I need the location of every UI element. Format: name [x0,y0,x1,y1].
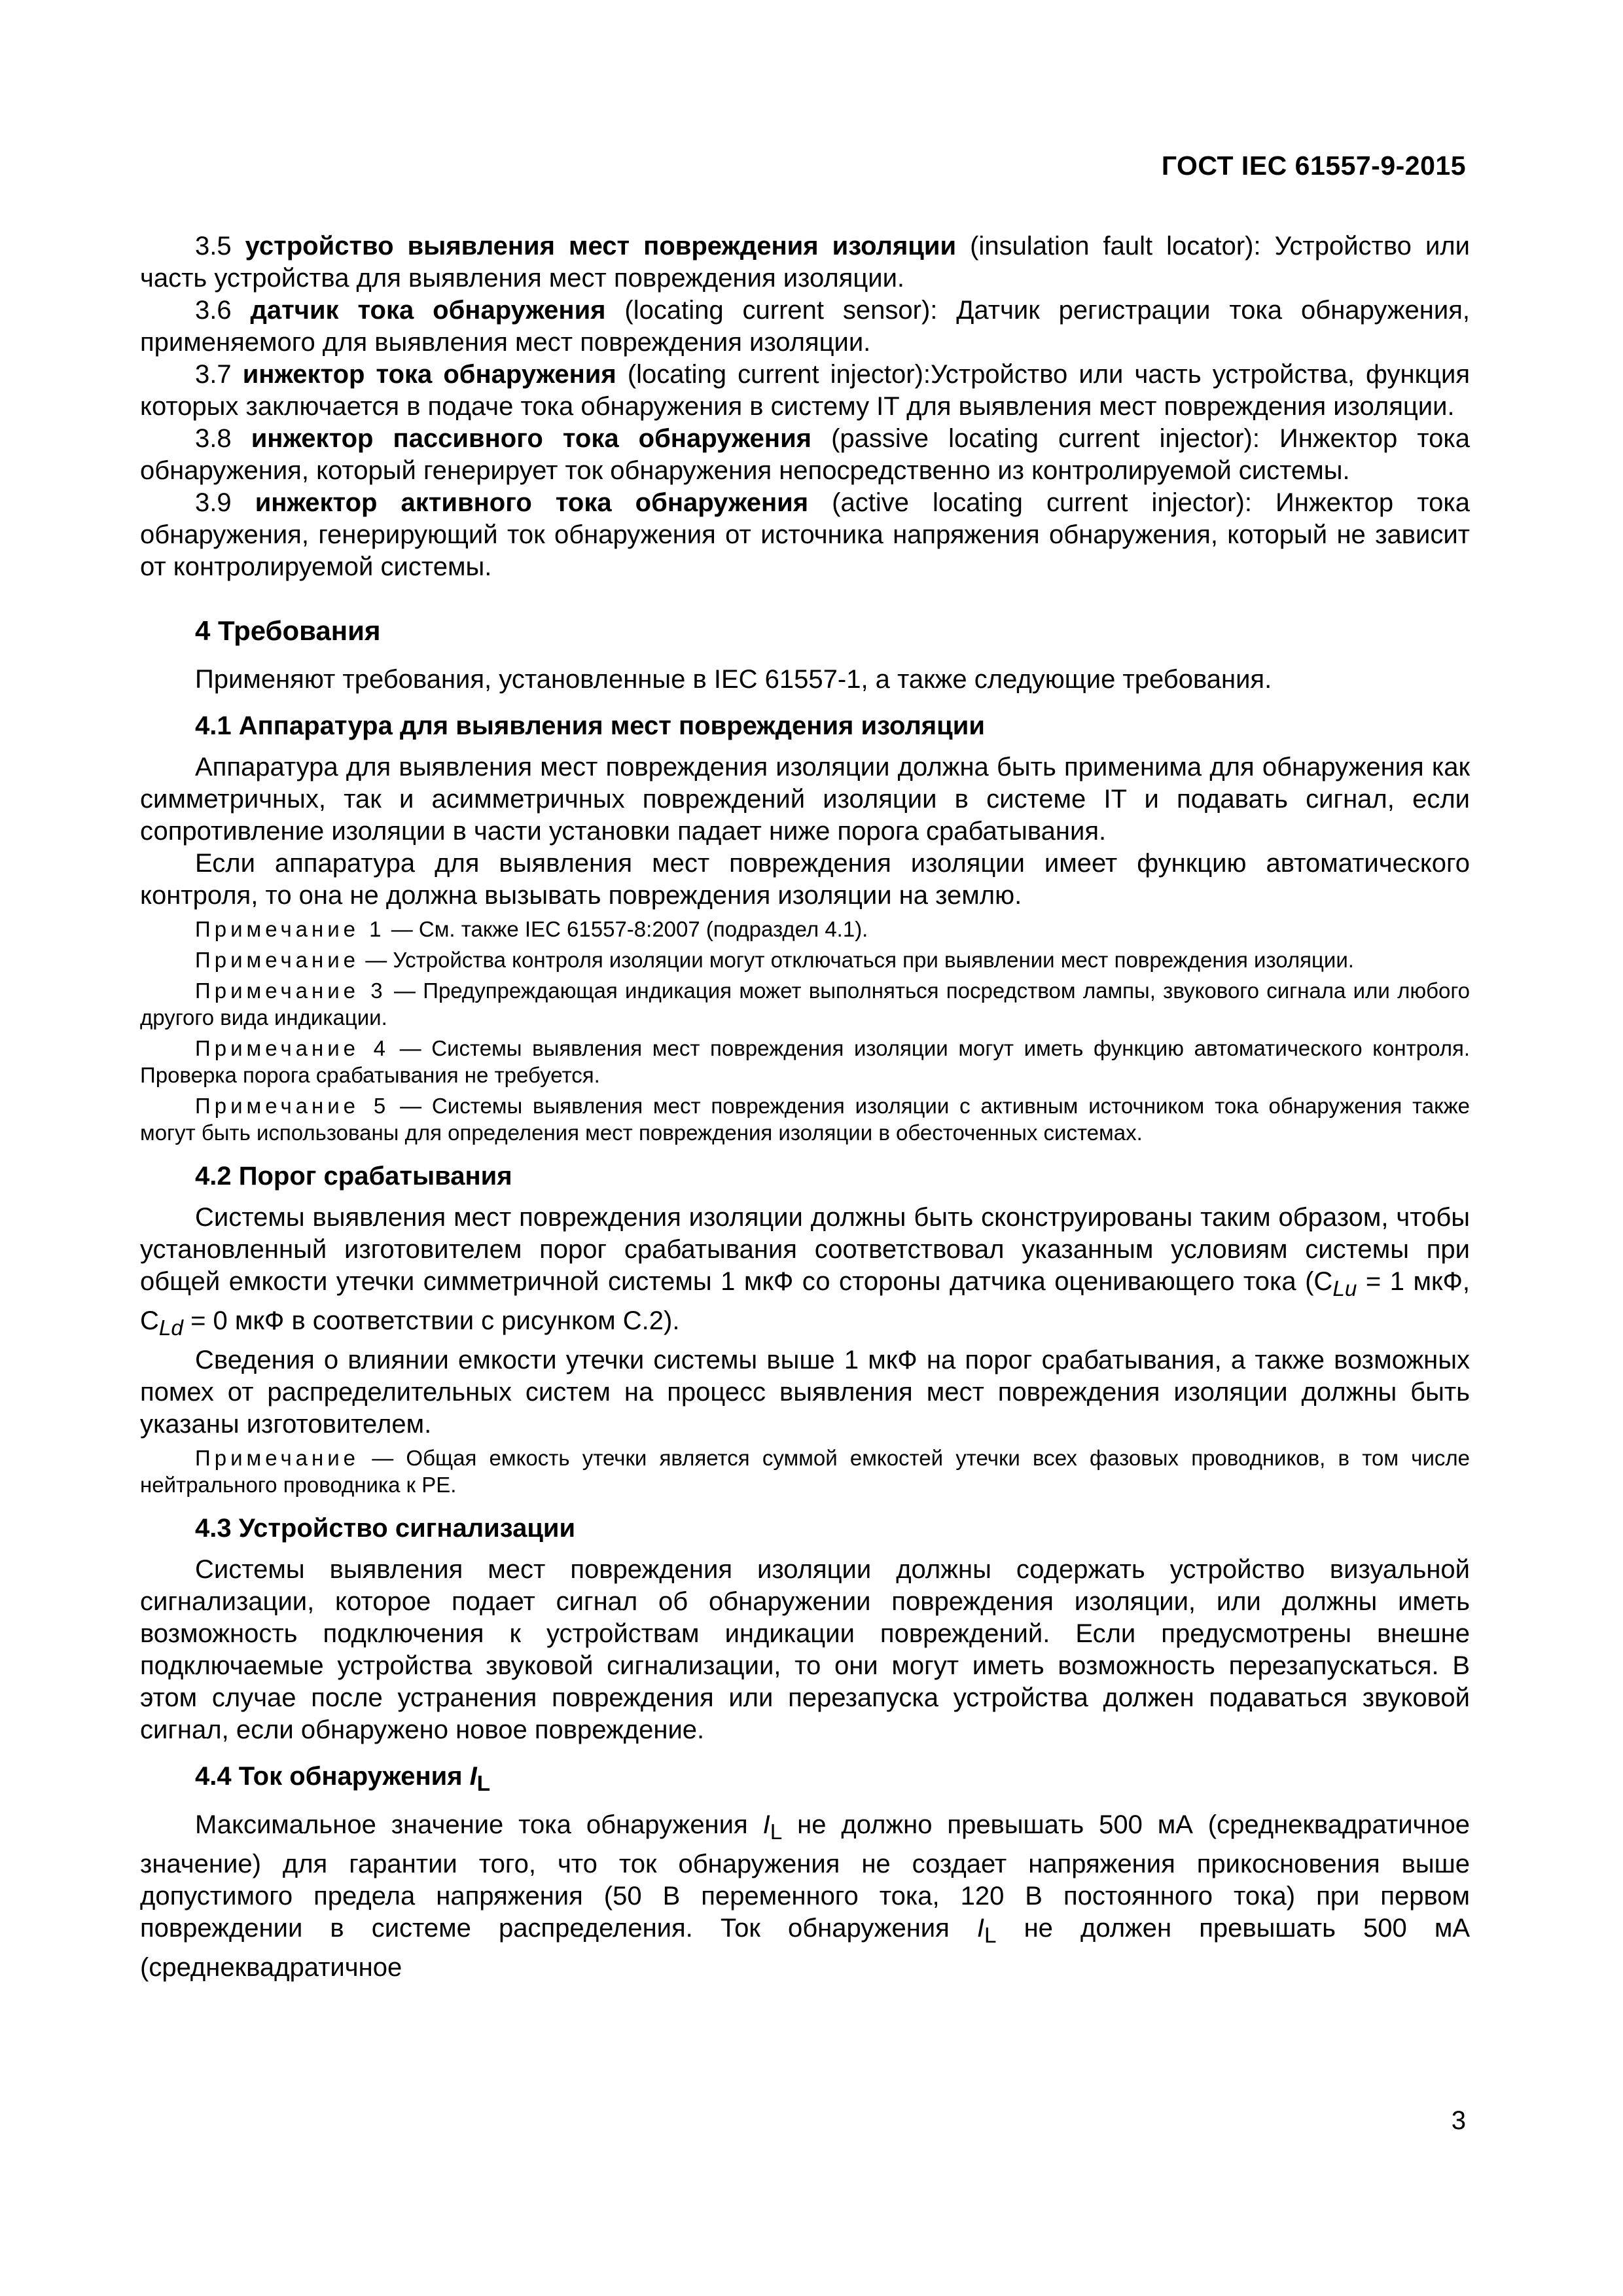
note-label: Примечание 3 [195,978,387,1003]
note-label: Примечание 4 [195,1036,389,1060]
page-number: 3 [1451,2106,1466,2135]
term-number: 3.6 [195,296,232,325]
term-definition: (insulation fault locator): Устройство или часть устройства для выявления мест повреждения изоляции. [140,232,1470,293]
subscript: Ld [158,1316,183,1340]
text-run: не должно превышать 500 мА (среднеквадратичное значение) для гарантии того, что ток обнаружения не создает напряжения прикосновения выше допустимого предела напряжения (50 В переменного тока, 120 В постоянного тока) при первом повреждении в системе распределения. Ток обнаружения [140,1810,1470,1943]
section-4-intro: Применяют требования, установленные в IEC 61557-1, а также следующие требования. [195,665,1272,694]
term-3-9 [140,487,1470,583]
term-definition: (active locating current injector): Инжектор тока обнаружения, генерирующий ток обнаружения от источника напряжения обнаружения, который не зависит от контролируемой системы. [140,488,1470,581]
subsection-4-1-heading: 4.1 Аппаратура для выявления мест повреждения изоляции [195,711,985,740]
heading-text: 4.4 Ток обнаружения [195,1762,470,1791]
note-text: — Общая емкость утечки является суммой емкостей утечки всех фазовых проводников, в том числе нейтрального проводника к PE. [140,1446,1470,1497]
symbol: I [469,1762,477,1791]
page-content [140,230,1470,1984]
term-number: 3.5 [195,232,232,260]
subsection-4-3-heading: 4.3 Устройство сигнализации [195,1514,576,1543]
term-number: 3.9 [195,488,232,517]
text-run: Системы выявления мест повреждения изоляции должны быть сконструированы таким образом, чтобы установленный изготовителем порог срабатывания соответствовал указанным условиям системы при общей емкости утечки симметричной системы 1 мкФ со стороны датчика оценивающего тока (C [140,1203,1470,1296]
term-name: датчик тока обнаружения [250,296,606,325]
note-label: Примечание [195,948,360,972]
term-definition: (locating current injector):Устройство или часть устройства, функция которых заключается в подаче тока обнаружения в систему IT для выявления мест повреждения изоляции. [140,360,1470,421]
term-3-8 [140,423,1470,487]
subscript: L [476,1772,491,1796]
s42-note [140,1444,1470,1498]
term-name: устройство выявления мест повреждения изоляции [245,232,957,260]
term-number: 3.7 [195,360,232,389]
subscript: L [770,1820,783,1844]
s41-note-5 [140,1092,1470,1146]
term-3-6 [140,295,1470,359]
note-text: — Системы выявления мест повреждения изоляции с активным источником тока обнаружения также могут быть использованы для определения мест повреждения изоляции в обесточенных системах. [140,1094,1470,1145]
text-run: Максимальное значение тока обнаружения [195,1810,763,1839]
subsection-4-4-heading [195,1761,1470,1800]
symbol: I [762,1810,770,1839]
term-3-7 [140,359,1470,423]
text-run: не должен превышать 500 мА (среднеквадратичное [140,1914,1470,1982]
s41-note-1 [140,916,1470,942]
note-label: Примечание [195,1446,360,1470]
subsection-4-2-heading: 4.2 Порог срабатывания [195,1162,512,1191]
document-code: ГОСТ IEC 61557-9-2015 [1161,151,1466,181]
s41-note-2 [140,946,1470,973]
note-label: Примечание 1 [195,917,385,941]
s42-paragraph-1 [140,1202,1470,1344]
note-text: — См. также IEC 61557-8:2007 (подраздел 4.1). [391,917,868,941]
term-definition: (passive locating current injector): Инжектор тока обнаружения, который генерирует ток обнаружения непосредственно из контролируемой системы. [140,424,1470,485]
s41-paragraph-1: Аппаратура для выявления мест повреждения изоляции должна быть применима для обнаружения как симметричных, так и асимметричных повреждений изоляции в системе IT и подавать сигнал, если сопротивление изоляции в части установки падает ниже порога срабатывания. [140,753,1470,846]
term-name: инжектор пассивного тока обнаружения [251,424,812,453]
term-3-5 [140,230,1470,295]
section-4-heading: 4 Требования [195,615,381,646]
term-name: инжектор активного тока обнаружения [255,488,809,517]
text-run: = 1 мкФ, C [140,1267,1471,1335]
note-text: — Устройства контроля изоляции могут отключаться при выявлении мест повреждения изоляции. [365,948,1354,972]
note-text: — Предупреждающая индикация может выполняться посредством лампы, звукового сигнала или любого другого вида индикации. [140,978,1471,1030]
text-run: = 0 мкФ в соответствии с рисунком С.2). [183,1306,680,1335]
term-name: инжектор тока обнаружения [242,360,616,389]
subscript: L [984,1924,997,1948]
s42-paragraph-2: Сведения о влиянии емкости утечки системы выше 1 мкФ на порог срабатывания, а также возможных помех от распределительных систем на процесс выявления мест повреждения изоляции должны быть указаны изготовителем. [140,1346,1470,1439]
note-label: Примечание 5 [195,1094,390,1118]
term-number: 3.8 [195,424,232,453]
s41-paragraph-2: Если аппаратура для выявления мест повреждения изоляции имеет функцию автоматического контроля, то она не должна вызывать повреждения изоляции на землю. [140,849,1470,910]
term-definition: (locating current sensor): Датчик регистрации тока обнаружения, применяемого для выявления мест повреждения изоляции. [140,296,1470,357]
symbol: I [976,1914,984,1943]
note-text: — Системы выявления мест повреждения изоляции могут иметь функцию автоматического контроля. Проверка порога срабатывания не требуется. [140,1036,1470,1087]
s43-paragraph-1: Системы выявления мест повреждения изоляции должны содержать устройство визуальной сигнализации, которое подает сигнал об обнаружении повреждения изоляции, или должны иметь возможность подключения к устройствам индикации повреждений. Если предусмотрены внешне подключаемые устройства звуковой сигнализации, то они могут иметь возможность перезапускаться. В этом случае после устранения повреждения или перезапуска устройства должен подаваться звуковой сигнал, если обнаружено новое повреждение. [140,1555,1470,1744]
s41-note-4 [140,1035,1470,1088]
s41-note-3 [140,977,1470,1031]
subscript: Lu [1332,1277,1357,1301]
s44-paragraph-1 [140,1809,1470,1984]
